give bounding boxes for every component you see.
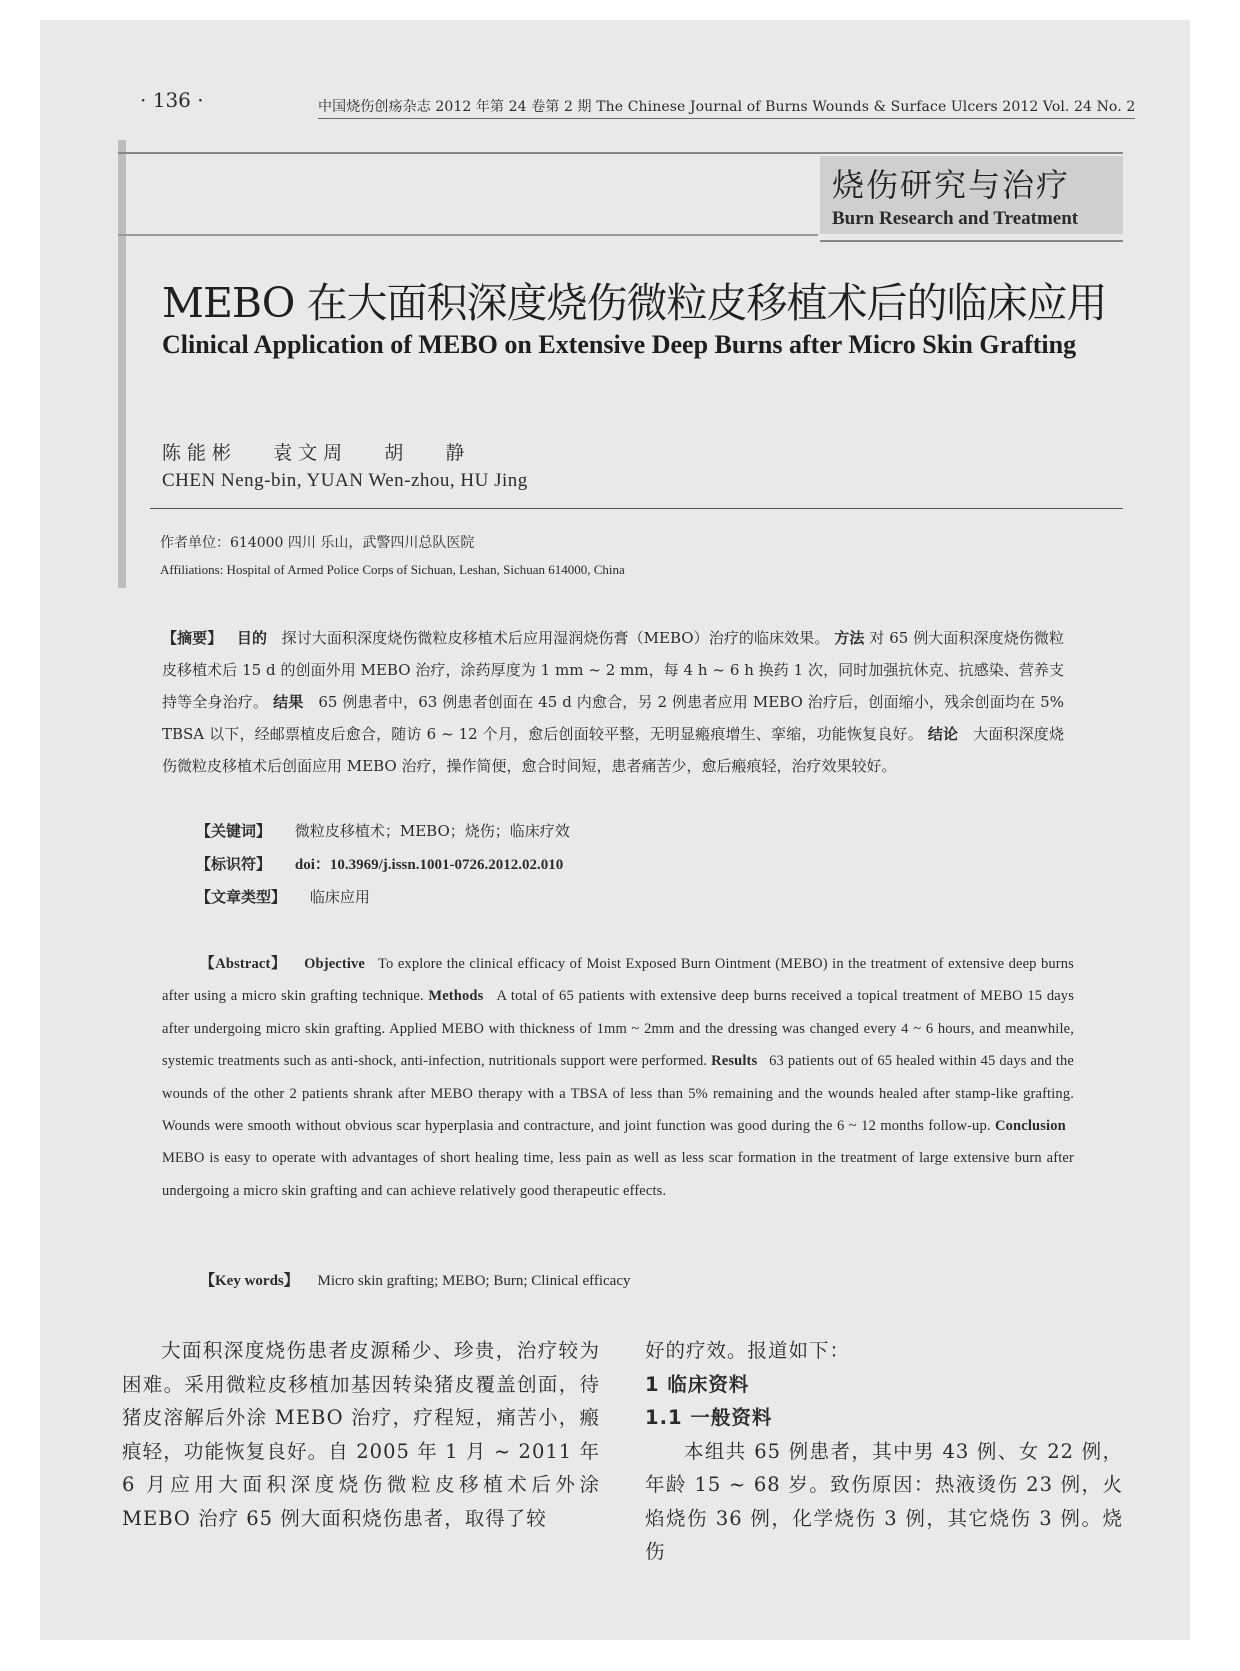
methods-zh: 对 65 例大面积深度烧伤微粒皮移植术后 15 d 的创面外用 MEBO 治疗，涂药厚度为 1 mm ~ 2 mm，每 4 h ~ 6 h 换药 1 次，同时加强抗休克、抗感染、营养支持等全身治疗。 [162,629,1064,711]
keywords-en-label: 【Key words】 [200,1273,299,1289]
top-rule [118,152,1123,154]
identifier-row [196,853,563,874]
doi: doi：10.3969/j.issn.1001-0726.2012.02.010 [294,857,564,873]
keywords-en: Micro skin grafting; MEBO; Burn; Clinical efficacy [317,1273,631,1289]
abstract-en [162,948,1074,1207]
heading-general-data: 1.1 一般资料 [645,1406,773,1429]
authors-en: CHEN Neng-bin, YUAN Wen-zhou, HU Jing [162,470,528,491]
objective-en: To explore the clinical efficacy of Moist Exposed Burn Ointment (MEBO) in the treatment of extensive deep burns after using a micro skin grafting technique. [162,956,1074,1005]
results-zh-label: 结果 [273,693,304,711]
results-zh: 65 例患者中，63 例患者创面在 45 d 内愈合，另 2 例患者应用 MEBO 治疗后，创面缩小，残余创面均在 5% TBSA 以下，经邮票植皮后愈合，随访 6 ~ 12 个月，愈后创面较平整，无明显瘢痕增生、挛缩，功能恢复良好。 [162,693,1064,743]
keywords-en-row [200,1269,631,1290]
article-title-zh: MEBO 在大面积深度烧伤微粒皮移植术后的临床应用 [162,279,1107,327]
page-number: · 136 · [140,88,204,112]
conclusion-en-label: Conclusion [995,1118,1066,1135]
conclusion-en: MEBO is easy to operate with advantages of short healing time, less pain as well as less scar formation in the treatment of large extensive burn after undergoing a micro skin grafting and can achieve relatively good therapeutic effects. [162,1150,1074,1199]
authors-zh: 陈能彬 袁文周 胡 静 [162,442,471,464]
running-header: 中国烧伤创疡杂志 2012 年第 24 卷第 2 期 The Chinese Journal of Burns Wounds & Surface Ulcers 2012 Vol. 24 No. 2 [318,96,1135,119]
abstract-zh-label: 【摘要】 [162,629,223,647]
body-right-column [645,1334,1123,1569]
results-en: 63 patients out of 65 healed within 45 days and the wounds of the other 2 patients shrank after MEBO therapy with a TBSA of less than 5% remaining and the wounds healed after stamp-like grafting. Wounds were smooth without obvious scar hyperplasia and contracture, and joint function was good during the 6 ~ 12 months follow-up. [162,1053,1075,1135]
article-title-en: Clinical Application of MEBO on Extensive Deep Burns after Micro Skin Grafting [162,330,1077,359]
margin-bar [118,140,126,588]
section-title-en: Burn Research and Treatment [832,208,1079,229]
results-en-label: Results [711,1053,758,1070]
abstract-en-label: 【Abstract】 [200,956,287,972]
body-right-paragraph: 本组共 65 例患者，其中男 43 例、女 22 例，年龄 15 ~ 68 岁。致伤原因：热液烫伤 23 例，火焰烧伤 36 例，化学烧伤 3 例，其它烧伤 3 例。烧伤 [645,1439,1123,1563]
objective-zh-label: 目的 [236,629,268,647]
conclusion-zh: 大面积深度烧伤微粒皮移植术后创面应用 MEBO 治疗，操作简便，愈合时间短，患者痛苦少，愈后瘢痕轻，治疗效果较好。 [162,725,1064,775]
section-rule [118,234,818,236]
keywords-zh-label: 【关键词】 [196,822,272,840]
methods-en-label: Methods [428,988,484,1005]
body-left-column: 大面积深度烧伤患者皮源稀少、珍贵，治疗较为困难。采用微粒皮移植加基因转染猪皮覆盖创面，待猪皮溶解后外涂 MEBO 治疗，疗程短，痛苦小，瘢痕轻，功能恢复良好。自 2005 年 1 月 ~ 2011 年 6 月应用大面积深度烧伤微粒皮移植术后外涂 MEBO 治疗 65 例大面积烧伤患者，取得了较 [122,1339,600,1530]
objective-zh: 探讨大面积深度烧伤微粒皮移植术后应用湿润烧伤膏（MEBO）治疗的临床效果。 [281,629,830,647]
heading-clinical-data: 1 临床资料 [645,1372,750,1396]
conclusion-zh-label: 结论 [927,725,959,743]
abstract-zh [162,622,1064,782]
objective-en-label: Objective [304,956,366,972]
article-type-row [196,886,370,907]
methods-en: A total of 65 patients with extensive deep burns received a topical treatment of MEBO 15 days after undergoing micro skin grafting. Applied MEBO with thickness of 1mm ~ 2mm and the dressing was changed every 4 ~ 6 hours, and meanwhile, systemic treatments such as anti-shock, anti-infection, nutritionals support were performed. [162,988,1075,1070]
affiliation-en: Affiliations: Hospital of Armed Police Corps of Sichuan, Leshan, Sichuan 614000, China [160,562,625,577]
keywords-zh: 微粒皮移植术；MEBO；烧伤；临床疗效 [294,822,570,840]
affiliation-rule [150,508,1123,509]
methods-zh-label: 方法 [834,629,865,647]
section-title-zh: 烧伤研究与治疗 [832,166,1071,204]
article-type-label: 【文章类型】 [196,888,287,906]
article-type: 临床应用 [309,888,370,906]
section-underline [820,240,1123,242]
keywords-zh-row [196,820,570,841]
identifier-label: 【标识符】 [196,855,272,873]
body-right-intro: 好的疗效。报道如下： [645,1339,851,1362]
affiliation-zh: 作者单位：614000 四川 乐山，武警四川总队医院 [160,535,475,551]
